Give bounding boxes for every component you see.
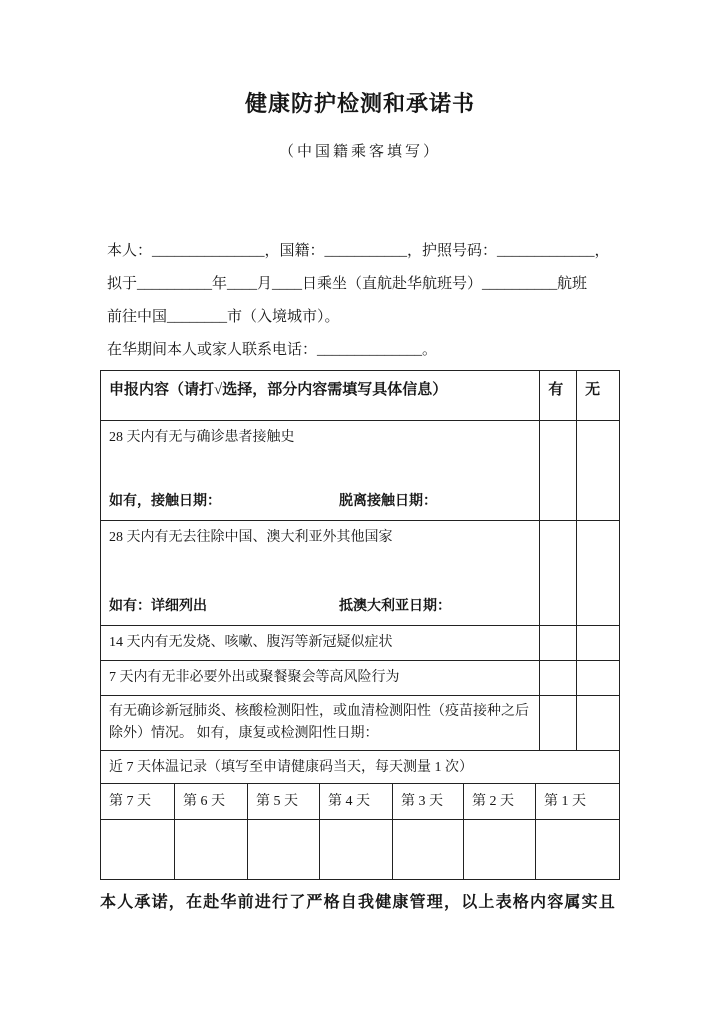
followup-label-list-details: 如有：详细列出: [109, 599, 207, 614]
yes-checkbox-cell[interactable]: [540, 661, 577, 695]
yes-checkbox-cell[interactable]: [540, 421, 577, 520]
table-row-day-headers: [101, 784, 619, 820]
intro-line-flight: 拟于__________年____月____日乘坐（直航赴华航班号）__________航班: [107, 276, 588, 292]
temperature-value-cell-1[interactable]: [536, 820, 619, 879]
temperature-value-cell-7[interactable]: [101, 820, 175, 879]
commitment-text: 本人承诺，在赴华前进行了严格自我健康管理，以上表格内容属实且: [100, 894, 617, 911]
table-row-contact-history: [101, 421, 619, 521]
intro-line-name-nationality-passport: 本人：_______________，国籍：___________，护照号码：_____________，: [107, 243, 610, 259]
yes-checkbox-cell[interactable]: [540, 696, 577, 750]
document-subtitle: （中国籍乘客填写）: [278, 144, 441, 160]
question-text: 14 天内有无发烧、咳嗽、腹泻等新冠疑似症状: [109, 635, 393, 650]
intro-section: [107, 235, 620, 367]
question-text: 7 天内有无非必要外出或聚餐聚会等高风险行为: [109, 670, 400, 685]
question-text: 有无确诊新冠肺炎、核酸检测阳性，或血清检测阳性（疫苗接种之后除外）情况。 如有，康复或检测阳性日期：: [109, 704, 529, 741]
question-cell: [101, 696, 540, 750]
table-row-symptoms: [101, 626, 619, 661]
day-header-cell-6: 第 6 天: [175, 784, 248, 819]
no-checkbox-cell[interactable]: [577, 696, 619, 750]
table-row-high-risk-behavior: [101, 661, 619, 696]
question-cell: [101, 521, 540, 625]
followup-labels: [109, 595, 531, 620]
day-header-cell-1: 第 1 天: [544, 794, 586, 809]
document-title: 健康防护检测和承诺书: [244, 91, 475, 116]
day-header-cell-2: 第 2 天: [464, 784, 536, 819]
day-header-cell-4: 第 4 天: [320, 784, 393, 819]
followup-label-end-contact-date: 脱离接触日期：: [339, 494, 437, 509]
question-text: 28 天内有无去往除中国、澳大利亚外其他国家: [109, 530, 393, 545]
temperature-value-cell-3[interactable]: [393, 820, 464, 879]
table-header-row: [101, 371, 619, 421]
yes-checkbox-cell[interactable]: [540, 521, 577, 625]
question-text: 28 天内有无与确诊患者接触史: [109, 430, 295, 445]
table-row-other-countries: [101, 521, 619, 626]
question-cell: [101, 626, 540, 660]
followup-label-arrival-date: 抵澳大利亚日期：: [339, 599, 451, 614]
no-checkbox-cell[interactable]: [577, 626, 619, 660]
table-header-yes: 有: [540, 371, 577, 420]
temperature-value-cell-4[interactable]: [320, 820, 393, 879]
intro-line-destination-city: 前往中国________市（入境城市）。: [107, 309, 340, 325]
day-header-cell-3: 第 3 天: [393, 784, 464, 819]
question-cell: [101, 661, 540, 695]
followup-labels: [109, 490, 531, 515]
no-checkbox-cell[interactable]: [577, 521, 619, 625]
yes-checkbox-cell[interactable]: [540, 626, 577, 660]
followup-label-contact-date: 如有，接触日期：: [109, 494, 221, 509]
table-header-no: 无: [585, 382, 601, 398]
no-checkbox-cell[interactable]: [577, 661, 619, 695]
temperature-value-cell-6[interactable]: [175, 820, 248, 879]
no-checkbox-cell[interactable]: [577, 421, 619, 520]
table-row-confirmed-positive: [101, 696, 619, 751]
table-header-content: 申报内容（请打√选择，部分内容需填写具体信息）: [101, 371, 540, 420]
table-row-temperature-values: [101, 820, 619, 879]
day-header-cell-7: 第 7 天: [101, 784, 175, 819]
day-header-cell-5: 第 5 天: [248, 784, 320, 819]
temperature-note: 近 7 天体温记录（填写至申请健康码当天，每天测量 1 次）: [109, 760, 473, 775]
question-cell: [101, 421, 540, 520]
temperature-value-cell-2[interactable]: [464, 820, 536, 879]
temperature-value-cell-5[interactable]: [248, 820, 320, 879]
intro-line-contact-phone: 在华期间本人或家人联系电话：______________。: [107, 342, 438, 358]
declaration-table: [100, 370, 620, 880]
table-row-temperature-note: [101, 751, 619, 784]
